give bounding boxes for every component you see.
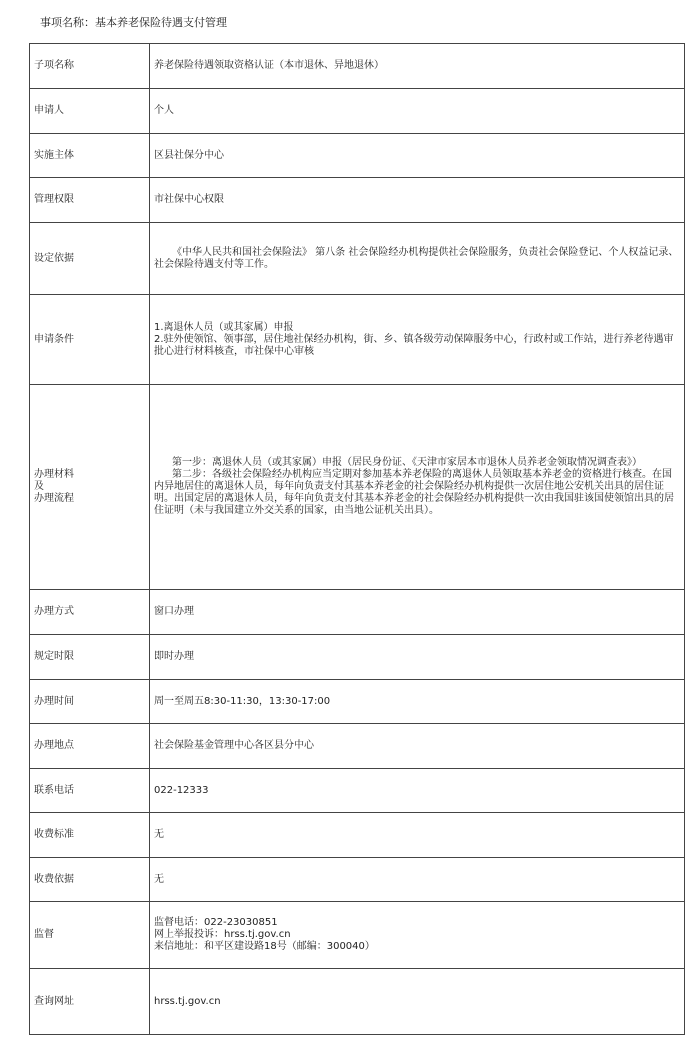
query-url: hrss.tj.gov.cn bbox=[150, 969, 685, 1035]
table-row bbox=[30, 178, 685, 223]
table-row bbox=[30, 223, 685, 295]
row-label: 申请条件 bbox=[30, 295, 150, 385]
row-label: 查询网址 bbox=[30, 969, 150, 1035]
row-label: 申请人 bbox=[30, 89, 150, 134]
row-label: 办理方式 bbox=[30, 590, 150, 635]
table-row bbox=[30, 724, 685, 769]
table-row bbox=[30, 902, 685, 969]
table-row bbox=[30, 858, 685, 902]
supervision-phone: 监督电话：022-23030851 bbox=[154, 917, 278, 928]
process-step-1: 第一步：离退休人员（或其家属）申报（居民身份证、《天津市家居本市退休人员养老金领取情况调查表》） bbox=[172, 457, 642, 468]
row-value: 022-12333 bbox=[150, 769, 685, 813]
supervision-address: 来信地址：和平区建设路18号（邮编：300040） bbox=[154, 941, 375, 952]
row-value: 区县社保分中心 bbox=[150, 134, 685, 178]
label-line-3: 办理流程 bbox=[34, 493, 74, 504]
service-info-table bbox=[29, 43, 685, 1035]
supervision-online: 网上举报投诉：hrss.tj.gov.cn bbox=[154, 929, 291, 940]
row-label: 办理时间 bbox=[30, 680, 150, 724]
row-label: 规定时限 bbox=[30, 635, 150, 680]
table-row bbox=[30, 295, 685, 385]
table-row bbox=[30, 680, 685, 724]
row-label: 子项名称 bbox=[30, 44, 150, 89]
row-value: 社会保险基金管理中心各区县分中心 bbox=[150, 724, 685, 769]
row-value: 市社保中心权限 bbox=[150, 178, 685, 223]
row-label: 管理权限 bbox=[30, 178, 150, 223]
row-label: 联系电话 bbox=[30, 769, 150, 813]
table-row bbox=[30, 769, 685, 813]
table-row bbox=[30, 590, 685, 635]
row-value bbox=[150, 902, 685, 969]
row-value: 《中华人民共和国社会保险法》 第八条 社会保险经办机构提供社会保险服务，负责社会保险登记、个人权益记录、社会保险待遇支付等工作。 bbox=[150, 223, 685, 295]
document-header: 事项名称：基本养老保险待遇支付管理 bbox=[40, 16, 227, 29]
row-value bbox=[150, 385, 685, 590]
table-row bbox=[30, 813, 685, 858]
row-value: 无 bbox=[150, 858, 685, 902]
row-label: 办理地点 bbox=[30, 724, 150, 769]
table-row bbox=[30, 134, 685, 178]
condition-line-2: 2.驻外使领馆、领事部，居住地社保经办机构，街、乡、镇各级劳动保障服务中心，行政村或工作站，进行养老待遇审批心进行材料核查，市社保中心审核 bbox=[154, 333, 674, 357]
row-value: 窗口办理 bbox=[150, 590, 685, 635]
row-value: 即时办理 bbox=[150, 635, 685, 680]
table-row bbox=[30, 635, 685, 680]
row-value: 周一至周五8:30-11:30，13:30-17:00 bbox=[150, 680, 685, 724]
row-label: 收费依据 bbox=[30, 858, 150, 902]
condition-line-1: 1.离退休人员（或其家属）申报 bbox=[154, 321, 294, 333]
row-label: 实施主体 bbox=[30, 134, 150, 178]
row-value: 个人 bbox=[150, 89, 685, 134]
table-row bbox=[30, 385, 685, 590]
row-label: 监督 bbox=[30, 902, 150, 969]
process-step-2: 第二步：各级社会保险经办机构应当定期对参加基本养老保险的离退休人员领取基本养老金的资格进行核查。在国内异地居住的离退休人员，每年向负责支付其基本养老金的社会保险经办机构提供一次居住地公安机关出具的居住证明。出国定居的离退休人员，每年向负责支付其基本养老金的社会保险经办机构提供一次由我国驻该国使领馆出具的居住证明（未与我国建立外交关系的国家，由当地公证机关出具）。 bbox=[154, 469, 674, 516]
table-row bbox=[30, 89, 685, 134]
row-value: 无 bbox=[150, 813, 685, 858]
row-value bbox=[150, 295, 685, 385]
label-line-1: 办理材料 bbox=[34, 469, 74, 480]
row-label: 设定依据 bbox=[30, 223, 150, 295]
table-row bbox=[30, 969, 685, 1035]
row-value: 养老保险待遇领取资格认证（本市退休、异地退休） bbox=[150, 44, 685, 89]
table-row bbox=[30, 44, 685, 89]
row-label: 收费标准 bbox=[30, 813, 150, 858]
row-label bbox=[30, 385, 150, 590]
label-line-2: 及 bbox=[34, 481, 44, 492]
